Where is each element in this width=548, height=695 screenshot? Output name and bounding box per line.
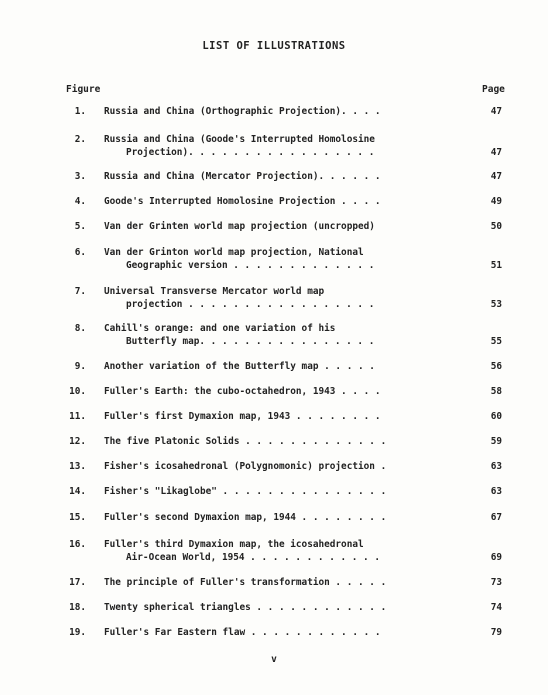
figure-caption: Fisher's "Likaglobe" . . . . . . . . . . . . . . .: [104, 486, 387, 497]
figure-caption: The five Platonic Solids . . . . . . . . . . . . .: [104, 436, 387, 447]
page-number: 56: [490, 361, 502, 372]
figure-caption: Universal Transverse Mercator world map: [104, 286, 325, 297]
page-number: 63: [490, 461, 502, 472]
page-number: 50: [490, 221, 502, 232]
page-number: 58: [490, 386, 502, 397]
figure-caption-continued: Geographic version . . . . . . . . . . . . .: [126, 260, 375, 271]
figure-number: 2.: [74, 134, 86, 145]
figure-caption: Fuller's second Dymaxion map, 1944 . . . . . . . .: [104, 512, 387, 523]
figure-number: 5.: [74, 221, 86, 232]
figure-caption: Van der Grinten world map projection (uncropped): [104, 221, 375, 232]
figure-number: 13.: [69, 461, 86, 472]
figure-number: 1.: [74, 106, 86, 117]
figure-number: 18.: [69, 602, 86, 613]
page-number: 47: [490, 106, 502, 117]
page-title: LIST OF ILLUSTRATIONS: [202, 40, 346, 52]
figure-caption: Fuller's Earth: the cubo-octahedron, 1943 . . . .: [104, 386, 381, 397]
figure-caption: Cahill's orange: and one variation of his: [104, 323, 336, 334]
figure-number: 9.: [74, 361, 86, 372]
page-number: 47: [490, 147, 502, 158]
figure-caption-continued: Air-Ocean World, 1954 . . . . . . . . . . . .: [126, 552, 380, 563]
page-number: 60: [490, 411, 502, 422]
figure-column-header: Figure: [66, 84, 101, 95]
figure-caption-continued: projection . . . . . . . . . . . . . . . . .: [126, 299, 375, 310]
page-number: 55: [490, 336, 502, 347]
figure-caption: Russia and China (Mercator Projection). . . . . .: [104, 171, 381, 182]
figure-caption: Twenty spherical triangles . . . . . . . . . . . .: [104, 602, 387, 613]
figure-number: 14.: [69, 486, 86, 497]
page-number: 53: [490, 299, 502, 310]
figure-caption: Fuller's Far Eastern flaw . . . . . . . . . . . .: [104, 627, 381, 638]
figure-caption-continued: Butterfly map. . . . . . . . . . . . . . . .: [126, 336, 375, 347]
figure-caption: Fuller's third Dymaxion map, the icosahedronal: [104, 539, 364, 550]
page-folio: v: [271, 654, 277, 665]
figure-caption: Russia and China (Orthographic Projection). . . .: [104, 106, 381, 117]
figure-number: 3.: [74, 171, 86, 182]
figure-number: 8.: [74, 323, 86, 334]
figure-caption: Goode's Interrupted Homolosine Projection . . . .: [104, 196, 381, 207]
figure-number: 4.: [74, 196, 86, 207]
figure-caption-continued: Projection). . . . . . . . . . . . . . . . .: [126, 147, 375, 158]
page-number: 74: [490, 602, 502, 613]
figure-caption: Fisher's icosahedronal (Polygnomonic) projection .: [104, 461, 387, 472]
figure-number: 16.: [69, 539, 86, 550]
figure-number: 7.: [74, 286, 86, 297]
page-number: 63: [490, 486, 502, 497]
figure-number: 10.: [69, 386, 86, 397]
page-number: 49: [490, 196, 502, 207]
figure-caption: The principle of Fuller's transformation . . . . .: [104, 577, 387, 588]
page-column-header: Page: [482, 84, 505, 95]
figure-number: 12.: [69, 436, 86, 447]
figure-caption: Russia and China (Goode's Interrupted Homolosine: [104, 134, 375, 145]
page-number: 69: [490, 552, 502, 563]
figure-caption: Van der Grinton world map projection, National: [104, 247, 364, 258]
page-number: 51: [490, 260, 502, 271]
figure-number: 17.: [69, 577, 86, 588]
figure-number: 19.: [69, 627, 86, 638]
page-number: 79: [490, 627, 502, 638]
figure-number: 11.: [69, 411, 86, 422]
page-number: 59: [490, 436, 502, 447]
page-number: 73: [490, 577, 502, 588]
figure-caption: Fuller's first Dymaxion map, 1943 . . . . . . . .: [104, 411, 381, 422]
figure-number: 15.: [69, 512, 86, 523]
page-number: 67: [490, 512, 502, 523]
figure-caption: Another variation of the Butterfly map . . . . .: [104, 361, 375, 372]
page-number: 47: [490, 171, 502, 182]
figure-number: 6.: [74, 247, 86, 258]
